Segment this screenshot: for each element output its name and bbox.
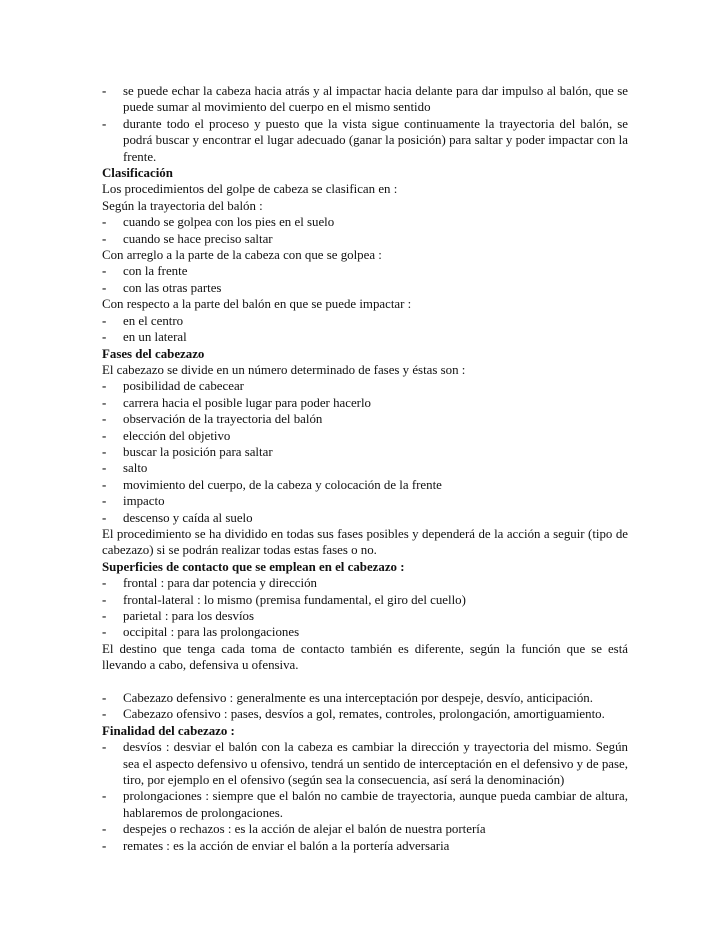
- paragraph: Según la trayectoria del balón :: [102, 198, 263, 213]
- bullet-item: - con la frente: [102, 263, 628, 279]
- bullet-item: - descenso y caída al suelo: [102, 510, 628, 526]
- bullet-item: - despejes o rechazos : es la acción de alejar el balón de nuestra portería: [102, 821, 628, 837]
- bullet-item: - cuando se hace preciso saltar: [102, 231, 628, 247]
- paragraph: El cabezazo se divide en un número determinado de fases y éstas son :: [102, 362, 466, 377]
- paragraph: Con respecto a la parte del balón en que se puede impactar :: [102, 297, 412, 312]
- paragraph: Con arreglo a la parte de la cabeza con que se golpea :: [102, 248, 382, 263]
- bullet-item: - salto: [102, 460, 628, 476]
- bullet-item: - remates : es la acción de enviar el balón a la portería adversaria: [102, 838, 628, 854]
- blank-line: [102, 674, 628, 690]
- bullet-item: - Cabezazo ofensivo : pases, desvíos a gol, remates, controles, prolongación, amortiguamiento.: [102, 706, 628, 722]
- paragraph: Los procedimientos del golpe de cabeza se clasifican en :: [102, 182, 398, 197]
- bullet-item: - observación de la trayectoria del balón: [102, 411, 628, 427]
- bullet-item: - frontal : para dar potencia y dirección: [102, 575, 628, 591]
- bullet-item: - occipital : para las prolongaciones: [102, 624, 628, 640]
- bullet-item: - durante todo el proceso y puesto que la vista sigue continuamente la trayectoria del balón, se podrá buscar y encontrar el lugar adecuado (ganar la posición) para saltar y poder impactar con la frente.: [102, 116, 628, 165]
- bullet-item: - impacto: [102, 493, 628, 509]
- section-heading: Clasificación: [102, 166, 173, 181]
- bullet-item: - elección del objetivo: [102, 428, 628, 444]
- paragraph: El procedimiento se ha dividido en todas sus fases posibles y dependerá de la acción a seguir (tipo de cabezazo) si se podrán realizar todas estas fases o no.: [102, 526, 628, 558]
- bullet-item: - se puede echar la cabeza hacia atrás y al impactar hacia delante para dar impulso al balón, que se puede sumar al movimiento del cuerpo en el mismo sentido: [102, 83, 628, 116]
- bullet-item: - desvíos : desviar el balón con la cabeza es cambiar la dirección y trayectoria del mismo. Según sea el aspecto defensivo u ofensivo, tendrá un sentido de interceptación en el defensivo y de pase, tiro, por ejemplo en el ofensivo (según sea la consecuencia, así será la denominación): [102, 739, 628, 788]
- section-heading: Finalidad del cabezazo :: [102, 723, 235, 738]
- bullet-item: - prolongaciones : siempre que el balón no cambie de trayectoria, aunque pueda cambiar de altura, hablaremos de prolongaciones.: [102, 788, 628, 821]
- bullet-item: - en un lateral: [102, 329, 628, 345]
- paragraph: El destino que tenga cada toma de contacto también es diferente, según la función que se está llevando a cabo, defensiva u ofensiva.: [102, 641, 628, 673]
- bullet-item: - movimiento del cuerpo, de la cabeza y colocación de la frente: [102, 477, 628, 493]
- bullet-item: - cuando se golpea con los pies en el suelo: [102, 214, 628, 230]
- bullet-item: - carrera hacia el posible lugar para poder hacerlo: [102, 395, 628, 411]
- bullet-item: - posibilidad de cabecear: [102, 378, 628, 394]
- document-page: [102, 83, 628, 854]
- bullet-item: - en el centro: [102, 313, 628, 329]
- bullet-item: - con las otras partes: [102, 280, 628, 296]
- bullet-item: - parietal : para los desvíos: [102, 608, 628, 624]
- section-heading: Fases del cabezazo: [102, 346, 205, 361]
- bullet-item: - buscar la posición para saltar: [102, 444, 628, 460]
- section-heading: Superficies de contacto que se emplean en el cabezazo :: [102, 559, 405, 574]
- bullet-item: - Cabezazo defensivo : generalmente es una interceptación por despeje, desvío, anticipación.: [102, 690, 628, 706]
- bullet-item: - frontal-lateral : lo mismo (premisa fundamental, el giro del cuello): [102, 592, 628, 608]
